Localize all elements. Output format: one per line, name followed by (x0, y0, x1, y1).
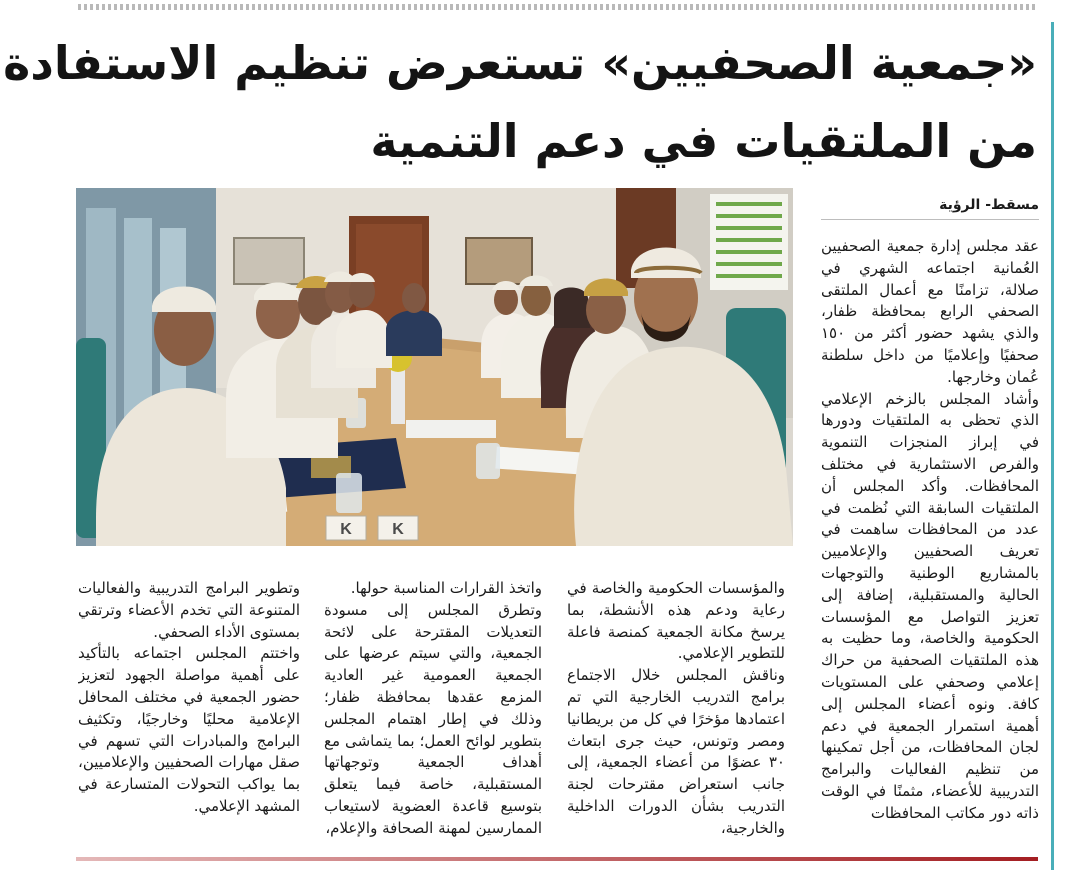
article-column-4 (78, 578, 300, 858)
headline-line-2: من الملتقيات في دعم التنمية (370, 114, 1037, 168)
svg-text:K: K (340, 521, 352, 538)
top-dotted-rule (78, 4, 1038, 10)
name-tag-left (326, 516, 366, 540)
bottom-accent-rule (76, 857, 1038, 861)
side-accent-rule (1051, 22, 1054, 870)
paragraph: وتطوير البرامج التدريبية والفعاليات المتنوعة التي تخدم الأعضاء وترتقي بمستوى الأداء الصحفي. (78, 579, 300, 641)
paragraph: عقد مجلس إدارة جمعية الصحفيين العُمانية اجتماعه الشهري في صلالة، تزامنًا مع أعمال الملتقى الصحفي الرابع بمحافظة ظفار، والذي يشهد حضور أكثر من ١٥٠ صحفيًا وإعلاميًا من داخل سلطنة عُمان وخارجها. (821, 237, 1039, 386)
paragraph: وناقش المجلس خلال الاجتماع برامج التدريب الخارجية التي تم اعتمادها مؤخرًا في كل من بريطانيا ومصر وتونس، حيث جرى ابتعاث ٣٠ عضوًا من أعضاء الجمعية، إلى جانب استعراض مقترحات لجنة التدريب بشأن الدورات الداخلية والخارجية، (567, 666, 785, 837)
svg-text:K: K (392, 521, 404, 538)
paragraph: واتخذ القرارات المناسبة حولها. (350, 579, 542, 597)
article-column-2 (567, 578, 785, 858)
paragraph: وتطرق المجلس إلى مسودة التعديلات المقترحة على لائحة الجمعية، والتي سيتم عرضها على الجمعية العمومية غير العادية المزمع عقدها بمحافظة ظفار؛ وذلك في إطار اهتمام المجلس بتطوير لوائح العمل؛ بما يتماشى مع أهداف الجمعية وتوجهاتها المستقبلية، خاصة فيما يتعلق بتوسيع قاعدة العضوية لاستيعاب الممارسين لمهنة الصحافة والإعلام، (324, 600, 542, 837)
paragraph: وأشاد المجلس بالزخم الإعلامي الذي تحظى به الملتقيات ودورها في إبراز المنجزات التنموية والفرص الاستثمارية في مختلف المحافظات. وأكد المجلس أن الملتقيات السابقة التي نُظمت في عدد من المحافظات ساهمت في تعريف الصحفيين والإعلاميين بالمشاريع الوطنية والتوجهات الحالية والمستقبلية، إضافة إلى تعزيز التواصل مع المؤسسات الحكومية والخاصة، وما حظيت به هذه الملتقيات الصحفية من حراك إعلامي وصحفي على المستويات كافة. ونوه أعضاء المجلس إلى أهمية استمرار الجمعية في دعم لجان المحافظات، من أجل تمكينها من تنظيم الفعاليات والبرامج التدريبية للأعضاء، مثمنًا في الوقت ذاته دور مكاتب المحافظات (821, 389, 1039, 822)
article-headline (3, 24, 1037, 180)
article-byline: مسقط- الرؤية (821, 193, 1039, 220)
name-tag-right (378, 516, 418, 540)
article-column-3 (324, 578, 542, 858)
headline-line-1: «جمعية الصحفيين» تستعرض تنظيم الاستفادة (3, 36, 1037, 90)
meeting-photo (76, 188, 793, 546)
paragraph: والمؤسسات الحكومية والخاصة في رعاية ودعم هذه الأنشطة، بما يرسخ مكانة الجمعية كمنصة فاعلة للتطوير الإعلامي. (567, 579, 785, 663)
paragraph: واختتم المجلس اجتماعه بالتأكيد على أهمية مواصلة الجهود لتعزيز حضور الجمعية في مختلف المحافل الإعلامية محليًا وخارجيًا، وتكثيف البرامج والمبادرات التي تسهم في صقل مهارات الصحفيين والإعلاميين، بما يواكب التحولات المتسارعة في المشهد الإعلامي. (78, 644, 300, 815)
article-column-1 (821, 236, 1039, 856)
